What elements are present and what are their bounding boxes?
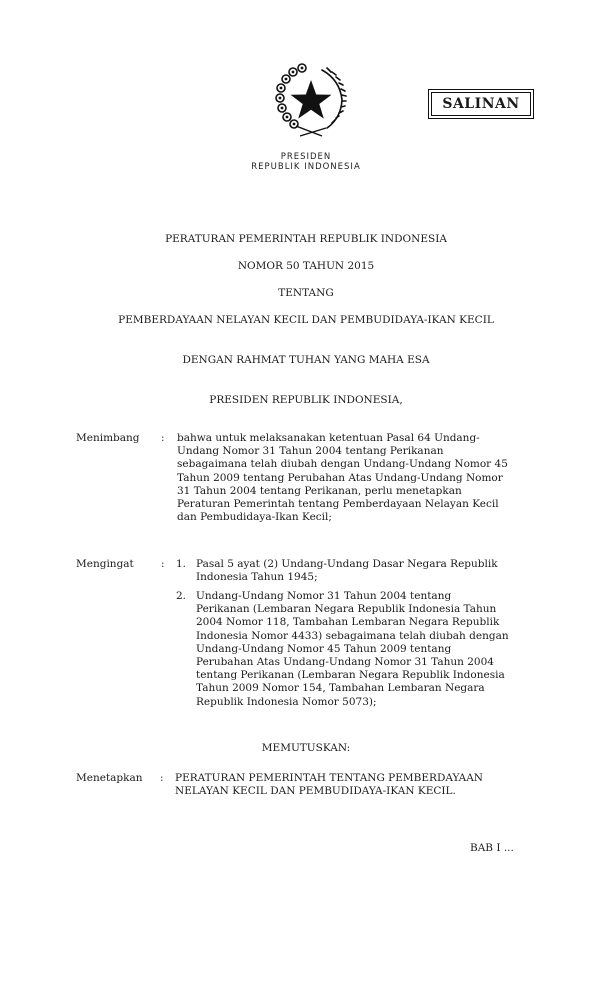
mengingat-colon: : xyxy=(161,558,165,570)
issuer: PRESIDEN REPUBLIK INDONESIA, xyxy=(209,394,403,406)
item-line: Perubahan Atas Undang-Undang Nomor 31 Tahun 2004 xyxy=(196,656,494,669)
menimbang-colon: : xyxy=(161,432,165,444)
menetapkan-label: Menetapkan xyxy=(76,772,143,784)
menimbang-section xyxy=(76,432,546,532)
emblem-caption-line1: PRESIDEN xyxy=(280,152,332,162)
menimbang-label: Menimbang xyxy=(76,432,140,444)
item-number: 1. xyxy=(176,558,187,570)
item-line: 2004 Nomor 118, Tambahan Lembaran Negara Republik xyxy=(196,616,500,629)
emblem-caption xyxy=(200,152,412,172)
menimbang-line: Undang Nomor 31 Tahun 2004 tentang Perikanan xyxy=(177,445,444,458)
memutuskan-heading: MEMUTUSKAN: xyxy=(261,742,351,754)
invocation: DENGAN RAHMAT TUHAN YANG MAHA ESA xyxy=(182,354,430,366)
item-text xyxy=(196,558,546,584)
salinan-stamp: SALINAN xyxy=(428,89,534,119)
item-line: Undang-Undang Nomor 31 Tahun 2004 tentang xyxy=(196,590,452,602)
menimbang-line: Tahun 2009 tentang Perubahan Atas Undang-Undang Nomor xyxy=(177,471,503,484)
emblem-caption-line2: REPUBLIK INDONESIA xyxy=(251,162,361,172)
regulation-subject: PEMBERDAYAAN NELAYAN KECIL DAN PEMBUDIDAYA-IKAN KECIL xyxy=(118,314,494,326)
next-page-reference: BAB I ... xyxy=(470,842,514,854)
item-line: Undang-Undang Nomor 45 Tahun 2009 tentang xyxy=(196,642,452,655)
mengingat-section xyxy=(76,558,546,728)
regulation-title: PERATURAN PEMERINTAH REPUBLIK INDONESIA xyxy=(165,233,447,245)
menimbang-line: dan Pembudidaya-Ikan Kecil; xyxy=(177,511,332,524)
menetapkan-line: NELAYAN KECIL DAN PEMBUDIDAYA-IKAN KECIL. xyxy=(175,785,456,798)
menimbang-line: bahwa untuk melaksanakan ketentuan Pasal 64 Undang- xyxy=(177,432,480,444)
regulation-number: NOMOR 50 TAHUN 2015 xyxy=(237,260,375,272)
menimbang-line: sebagaimana telah diubah dengan Undang-Undang Nomor 45 xyxy=(177,458,508,471)
item-line: Indonesia Tahun 1945; xyxy=(196,571,318,584)
item-line: Pasal 5 ayat (2) Undang-Undang Dasar Negara Republik xyxy=(196,558,498,570)
item-line: tentang Perikanan (Lembaran Negara Republik Indonesia xyxy=(196,669,505,682)
item-number: 2. xyxy=(176,590,187,602)
menetapkan-body xyxy=(175,772,546,798)
item-line: Perikanan (Lembaran Negara Republik Indonesia Tahun xyxy=(196,603,497,616)
mengingat-label: Mengingat xyxy=(76,558,134,570)
menetapkan-line: PERATURAN PEMERINTAH TENTANG PEMBERDAYAAN xyxy=(175,772,483,784)
menimbang-line: Peraturan Pemerintah tentang Pemberdayaan Nelayan Kecil xyxy=(177,498,499,511)
menetapkan-colon: : xyxy=(160,772,164,784)
menimbang-body xyxy=(177,432,546,524)
item-line: Indonesia Nomor 4433) sebagaimana telah diubah dengan xyxy=(196,629,509,642)
menetapkan-section xyxy=(76,772,546,802)
item-text xyxy=(196,590,546,709)
item-line: Tahun 2009 Nomor 154, Tambahan Lembaran Negara xyxy=(196,682,485,695)
regulation-tentang: TENTANG xyxy=(278,287,334,299)
item-line: Republik Indonesia Nomor 5073); xyxy=(196,695,377,708)
menimbang-line: 31 Tahun 2004 tentang Perikanan, perlu menetapkan xyxy=(177,484,462,497)
presidential-emblem-icon xyxy=(272,60,350,140)
